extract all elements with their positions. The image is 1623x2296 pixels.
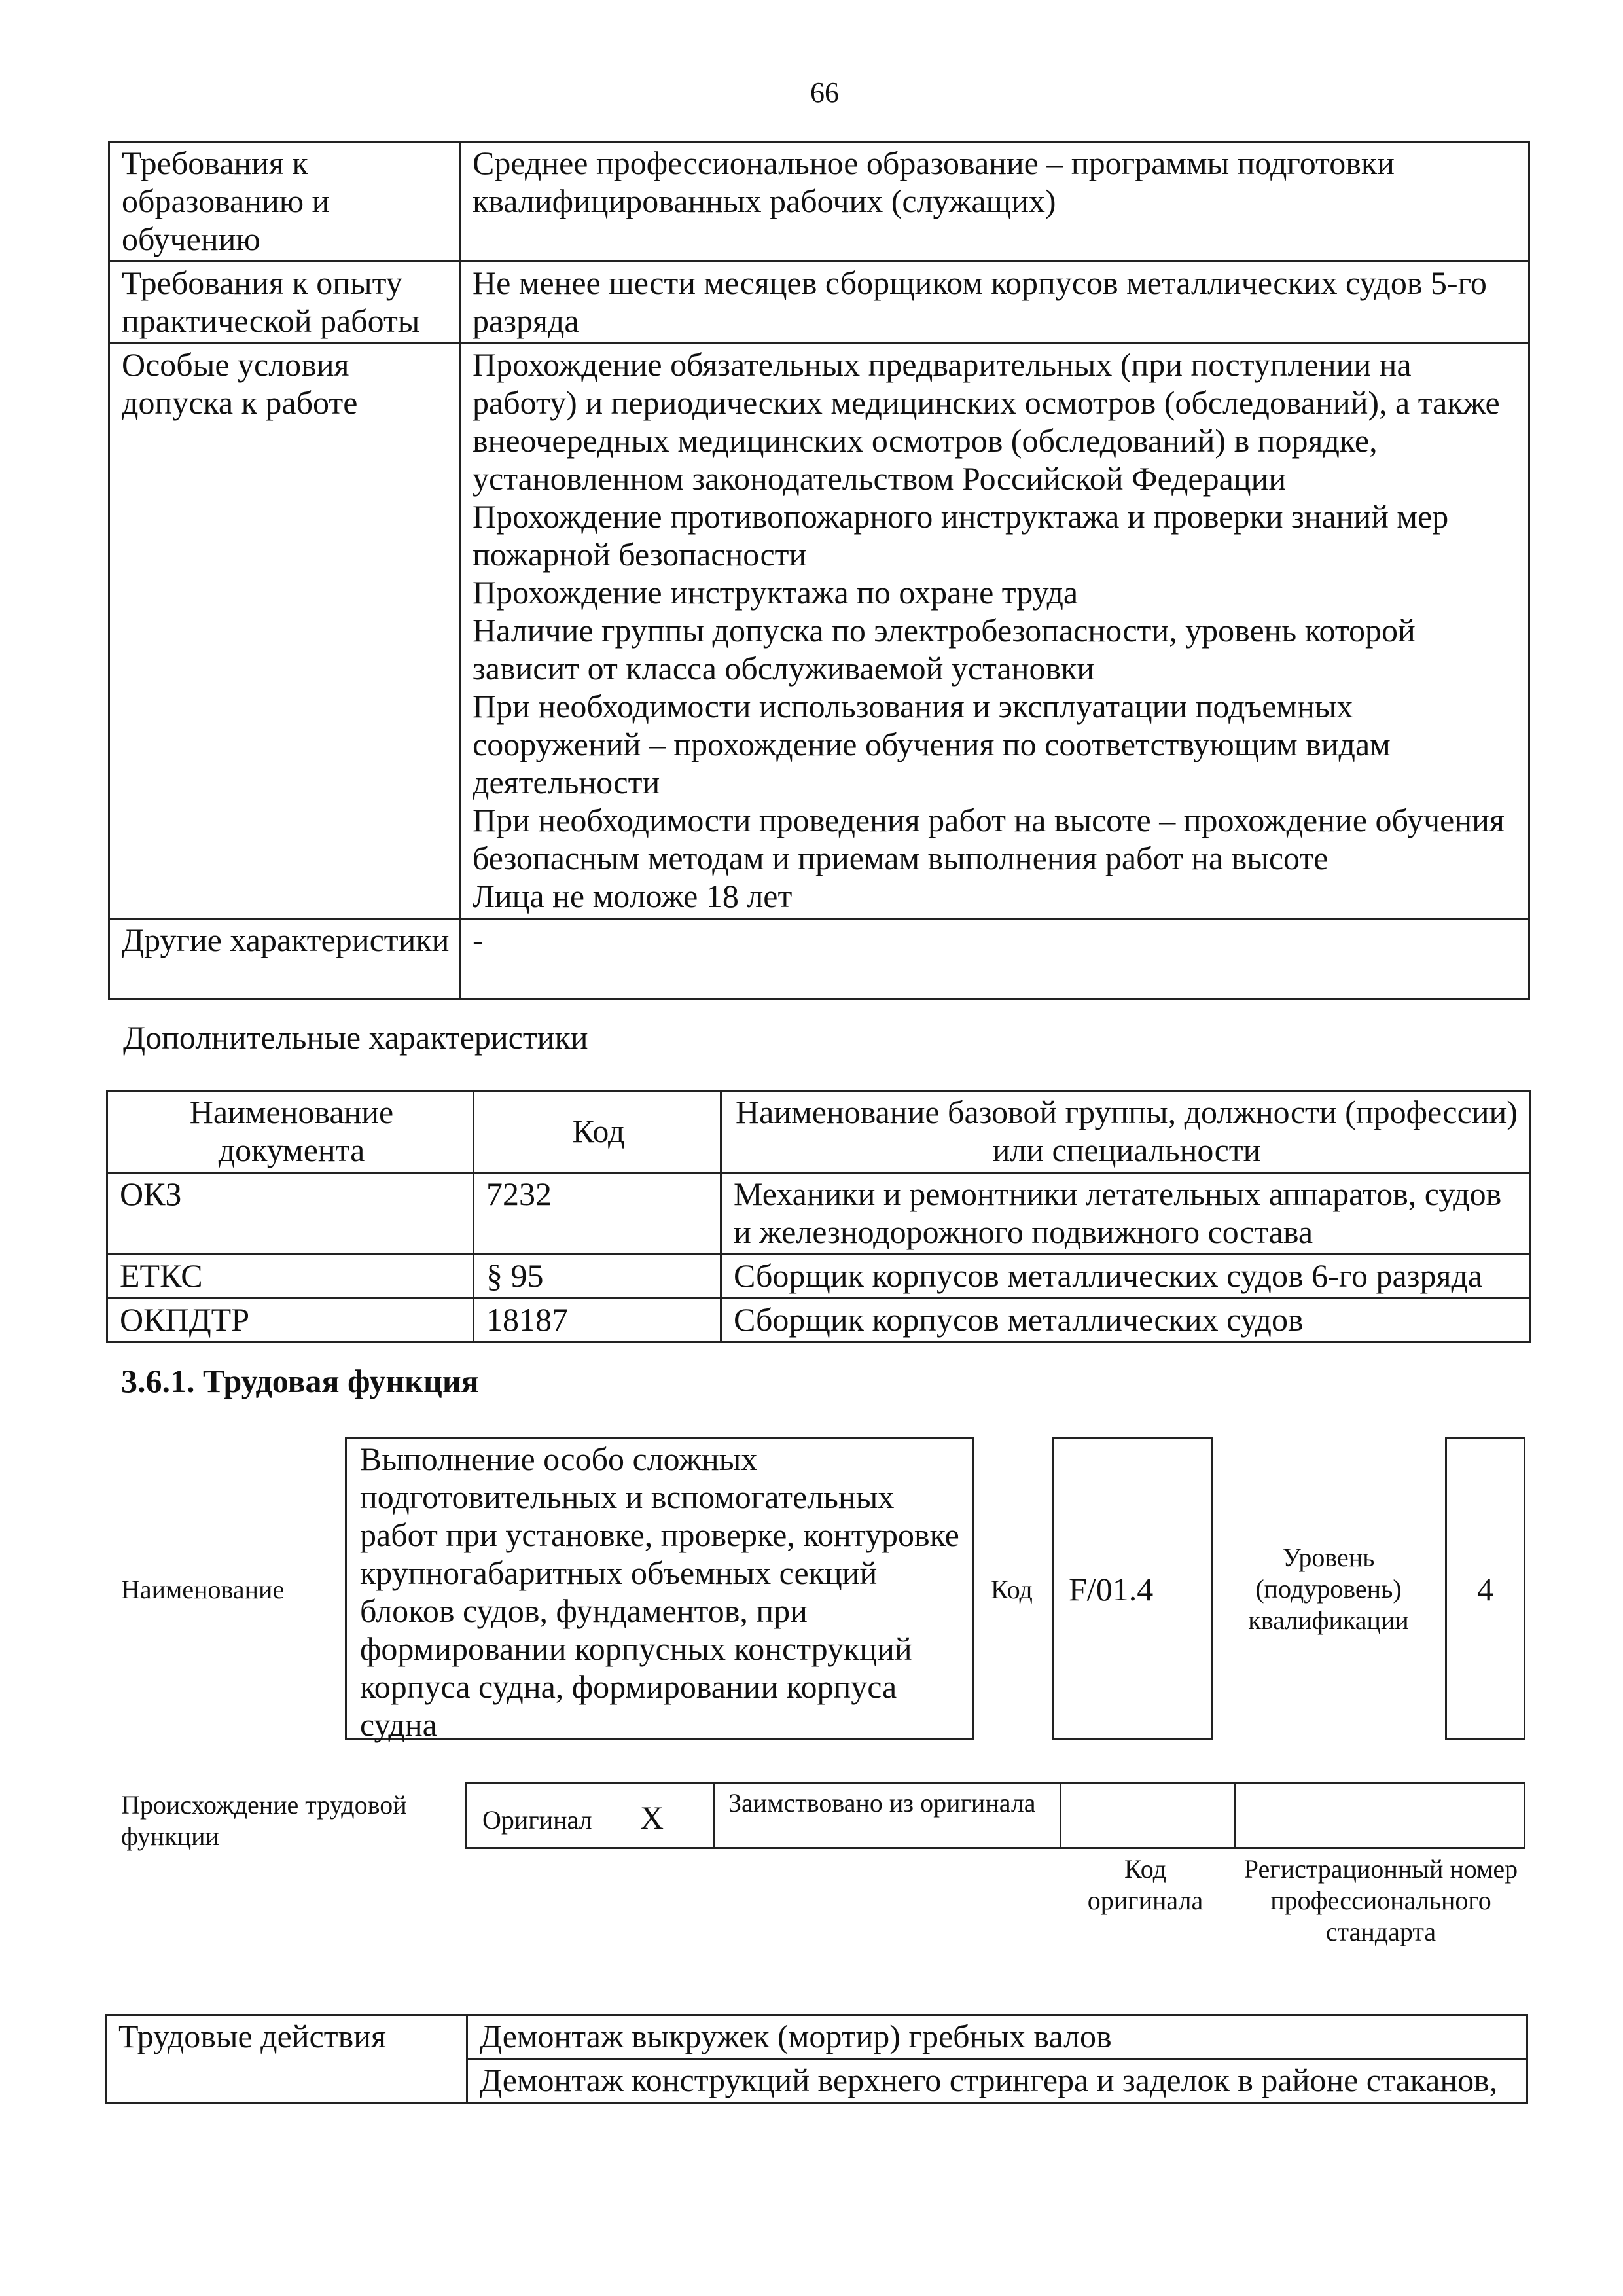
function-code-box [1052, 1437, 1213, 1740]
row-value-other: - [460, 919, 1529, 999]
table-header-row [107, 1091, 1530, 1173]
table-row [109, 344, 1529, 919]
row-label-other: Другие характеристики [109, 919, 460, 999]
origin-divider [1234, 1782, 1236, 1849]
qualification-level-label: Уровень (подуровень) квалификации [1248, 1543, 1409, 1635]
cell-code: 18187 [474, 1299, 721, 1342]
original-code-caption: Код оригинала [1087, 1854, 1204, 1915]
cell-doc: ЕТКС [107, 1255, 474, 1299]
table-row [107, 1255, 1530, 1299]
table-row [109, 262, 1529, 344]
row-value-conditions [460, 344, 1529, 919]
section-heading: 3.6.1. Трудовая функция [121, 1363, 479, 1399]
page-number: 66 [810, 77, 839, 109]
condition-item: Лица не моложе 18 лет [473, 878, 793, 914]
condition-item: Наличие группы допуска по электробезопасности, уровень которой зависит от класса обслуживаемой установки [473, 612, 1416, 687]
action-item: Демонтаж конструкций верхнего стрингера и заделок в районе стаканов, [467, 2059, 1527, 2103]
condition-item: При необходимости использования и эксплуатации подъемных сооружений – прохождение обучения по соответствующим видам деятельности [473, 688, 1391, 800]
condition-item: Прохождение инструктажа по охране труда [473, 574, 1079, 611]
function-code-value: F/01.4 [1069, 1571, 1154, 1607]
function-name-label: Наименование [121, 1575, 285, 1604]
header-code: Код [474, 1091, 721, 1173]
table-row [107, 1299, 1530, 1342]
original-mark: X [640, 1799, 664, 1836]
original-label: Оригинал [482, 1805, 592, 1835]
additional-title: Дополнительные характеристики [123, 1019, 588, 1056]
cell-code: § 95 [474, 1255, 721, 1299]
row-value-experience: Не менее шести месяцев сборщиком корпусов металлических судов 5-го разряда [460, 262, 1529, 344]
row-label-experience: Требования к опыту практической работы [109, 262, 460, 344]
origin-divider [1060, 1782, 1061, 1849]
row-value-education: Среднее профессиональное образование – программы подготовки квалифицированных рабочих (служащих) [460, 142, 1529, 262]
row-label-conditions: Особые условия допуска к работе [109, 344, 460, 919]
requirements-table [108, 141, 1530, 1000]
table-row [107, 1173, 1530, 1255]
cell-code: 7232 [474, 1173, 721, 1255]
action-item: Демонтаж выкружек (мортир) гребных валов [467, 2015, 1527, 2059]
table-row [109, 919, 1529, 999]
origin-divider [713, 1782, 715, 1849]
cell-name: Сборщик корпусов металлических судов [721, 1299, 1530, 1342]
cell-doc: ОКЗ [107, 1173, 474, 1255]
qualification-level-box [1445, 1437, 1525, 1740]
actions-table [105, 2014, 1528, 2104]
header-name: Наименование базовой группы, должности (профессии) или специальности [721, 1091, 1530, 1173]
origin-label: Происхождение трудовой функции [121, 1790, 407, 1851]
table-row [106, 2015, 1527, 2059]
condition-item: Прохождение противопожарного инструктажа и проверки знаний мер пожарной безопасности [473, 498, 1449, 573]
function-name-value: Выполнение особо сложных подготовительных и вспомогательных работ при установке, проверке, контуровке крупногабаритных объемных секций блоков судов, фундаментов, при формировании корпусных конструкций корпуса судна, формировании корпуса судна [360, 1441, 959, 1743]
condition-item: Прохождение обязательных предварительных (при поступлении на работу) и периодических медицинских осмотров (обследований), а также внеочередных медицинских осмотров (обследований) в порядке, установленном законодательством Российской Федерации [473, 346, 1500, 497]
header-document: Наименование документа [107, 1091, 474, 1173]
qualification-level-value: 4 [1477, 1571, 1493, 1607]
function-code-label: Код [991, 1575, 1033, 1604]
borrowed-label: Заимствовано из оригинала [728, 1788, 1036, 1818]
cell-name: Механики и ремонтники летательных аппаратов, судов и железнодорожного подвижного состава [721, 1173, 1530, 1255]
cell-name: Сборщик корпусов металлических судов 6-го разряда [721, 1255, 1530, 1299]
function-name-box [345, 1437, 974, 1743]
row-label-education: Требования к образованию и обучению [109, 142, 460, 262]
actions-label: Трудовые действия [106, 2015, 467, 2103]
registration-number-caption: Регистрационный номер профессионального стандарта [1243, 1854, 1518, 1946]
table-row [109, 142, 1529, 262]
additional-table [106, 1090, 1531, 1343]
condition-item: При необходимости проведения работ на высоте – прохождение обучения безопасным методам и приемам выполнения работ на высоте [473, 802, 1505, 876]
cell-doc: ОКПДТР [107, 1299, 474, 1342]
